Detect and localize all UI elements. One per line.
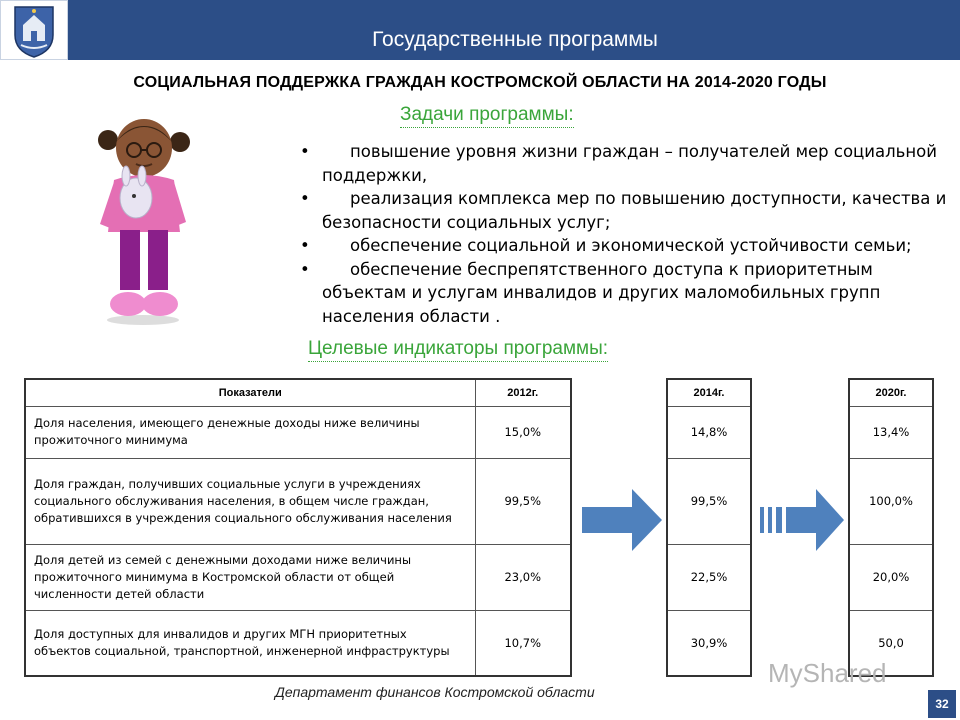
- value-cell: 30,9%: [667, 610, 751, 676]
- value-cell: 13,4%: [849, 406, 933, 458]
- indicator-cell: Доля доступных для инвалидов и других МГН приоритетных объектов социальной, транспортной, инженерной инфраструктуры: [25, 610, 475, 676]
- value-cell: 15,0%: [475, 406, 571, 458]
- watermark: MyShared: [768, 658, 887, 688]
- targets-heading: Целевые индикаторы программы:: [308, 338, 608, 362]
- table-row: [667, 406, 751, 458]
- table-row: [667, 458, 751, 544]
- girl-illustration: [88, 112, 198, 327]
- striped-right-arrow-icon: [760, 489, 844, 551]
- table-2014: [666, 378, 752, 677]
- table-header-row: [25, 379, 571, 406]
- value-cell: 14,8%: [667, 406, 751, 458]
- table-row: [25, 458, 571, 544]
- table-row: [667, 610, 751, 676]
- table-row: [25, 406, 571, 458]
- table-header-row: [849, 379, 933, 406]
- page-subtitle: СОЦИАЛЬНАЯ ПОДДЕРЖКА ГРАЖДАН КОСТРОМСКОЙ ОБЛАСТИ НА 2014-2020 ГОДЫ: [133, 74, 827, 91]
- table-2020: [848, 378, 934, 677]
- task-item: • реализация комплекса мер по повышению доступности, качества и безопасности социальных услуг;: [300, 189, 947, 232]
- task-item: • повышение уровня жизни граждан – получателей мер социальной поддержки,: [300, 142, 937, 185]
- column-header-indicators: Показатели: [25, 379, 475, 406]
- task-item: • обеспечение социальной и экономической устойчивости семьи;: [300, 236, 912, 255]
- page-number: 32: [928, 690, 956, 718]
- table-header-row: [667, 379, 751, 406]
- task-item: • обеспечение беспрепятственного доступа к приоритетным объектам и услугам инвалидов и других маломобильных групп населения области .: [300, 259, 881, 326]
- value-cell: 22,5%: [667, 544, 751, 610]
- footer-department: Департамент финансов Костромской области: [275, 684, 595, 700]
- table-row: [849, 544, 933, 610]
- coat-of-arms-icon: [0, 0, 68, 60]
- right-arrow-icon: [582, 489, 662, 551]
- value-cell: 50,0: [849, 610, 933, 676]
- table-row: [849, 406, 933, 458]
- table-row: [849, 458, 933, 544]
- value-cell: 99,5%: [475, 458, 571, 544]
- value-cell: 20,0%: [849, 544, 933, 610]
- value-cell: 10,7%: [475, 610, 571, 676]
- table-row: [25, 610, 571, 676]
- header-title: Государственные программы: [372, 28, 658, 51]
- value-cell: 99,5%: [667, 458, 751, 544]
- value-cell: 23,0%: [475, 544, 571, 610]
- header-bar: [0, 0, 960, 60]
- column-header-2020: 2020г.: [849, 379, 933, 406]
- table-row: [667, 544, 751, 610]
- tasks-list: [300, 140, 960, 328]
- column-header-2014: 2014г.: [667, 379, 751, 406]
- indicator-cell: Доля граждан, получивших социальные услуги в учреждениях социального обслуживания населения, в общем числе граждан, обратившихся в учреждения социального обслуживания населения: [25, 458, 475, 544]
- column-header-2012: 2012г.: [475, 379, 571, 406]
- value-cell: 100,0%: [849, 458, 933, 544]
- indicators-table: [24, 378, 572, 677]
- tasks-heading: Задачи программы:: [400, 104, 574, 128]
- indicator-cell: Доля детей из семей с денежными доходами ниже величины прожиточного минимума в Костромской области от общей численности детей области: [25, 544, 475, 610]
- table-row: [25, 544, 571, 610]
- indicator-cell: Доля населения, имеющего денежные доходы ниже величины прожиточного минимума: [25, 406, 475, 458]
